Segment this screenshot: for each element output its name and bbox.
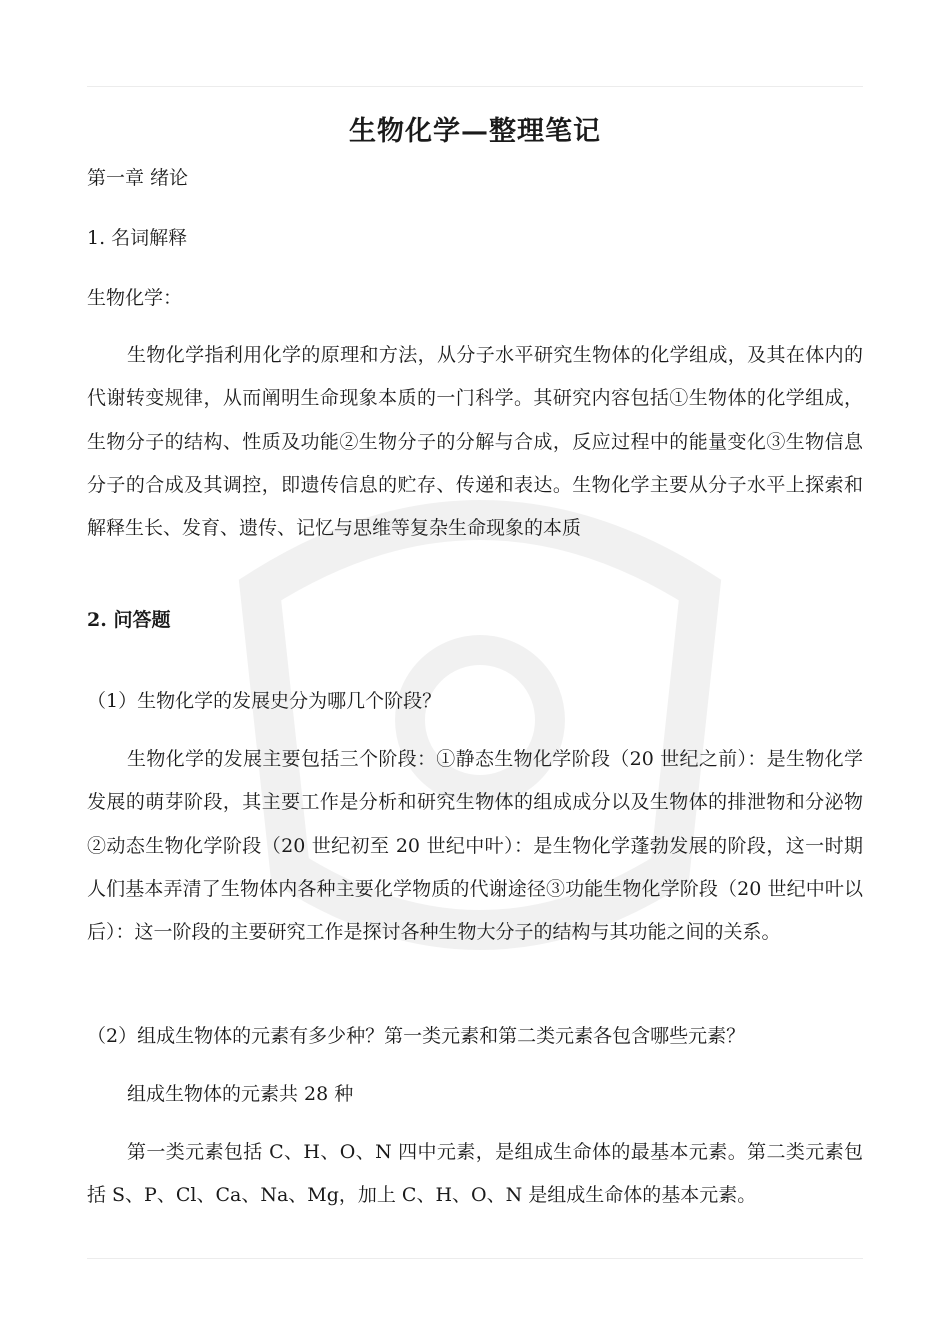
answer-2-line-2: 第一类元素包括 C、H、O、N 四中元素，是组成生命体的最基本元素。第二类元素包括 S、P、Cl、Ca、Na、Mg，加上 C、H、O、N 是组成生命体的基本元素。 <box>87 1141 863 1207</box>
section-heading-qa: 2. 问答题 <box>87 609 171 631</box>
question-2: （2）组成生物体的元素有多少种？第一类元素和第二类元素各包含哪些元素？ <box>87 1025 746 1047</box>
header-rule <box>87 86 863 87</box>
footer-rule <box>87 1258 863 1259</box>
document-title: 生物化学—整理笔记 <box>349 116 601 147</box>
answer-2-line-1: 组成生物体的元素共 28 种 <box>127 1083 354 1105</box>
term-definition: 生物化学指利用化学的原理和方法，从分子水平研究生物体的化学组成，及其在体内的代谢转变规律，从而阐明生命现象本质的一门科学。其研究内容包括①生物体的化学组成，生物分子的结构、性质及功能②生物分子的分解与合成，反应过程中的能量变化③生物信息分子的合成及其调控，即遗传信息的贮存、传递和表达。生物化学主要从分子水平上探索和解释生长、发育、遗传、记忆与思维等复杂生命现象的本质 <box>87 344 863 540</box>
chapter-heading: 第一章 绪论 <box>87 167 189 189</box>
answer-1: 生物化学的发展主要包括三个阶段：①静态生物化学阶段（20 世纪之前）：是生物化学发展的萌芽阶段，其主要工作是分析和研究生物体的组成成分以及生物体的排泄物和分泌物②动态生物化学阶段（20 世纪初至 20 世纪中叶）：是生物化学蓬勃发展的阶段，这一时期人们基本弄清了生物体内各种主要化学物质的代谢途径③功能生物化学阶段（20 世纪中叶以后）：这一阶段的主要研究工作是探讨各种生物大分子的结构与其功能之间的关系。 <box>87 748 863 944</box>
question-1: （1）生物化学的发展史分为哪几个阶段？ <box>87 690 442 712</box>
term-label: 生物化学： <box>87 287 183 309</box>
section-heading-glossary: 1. 名词解释 <box>87 227 188 249</box>
